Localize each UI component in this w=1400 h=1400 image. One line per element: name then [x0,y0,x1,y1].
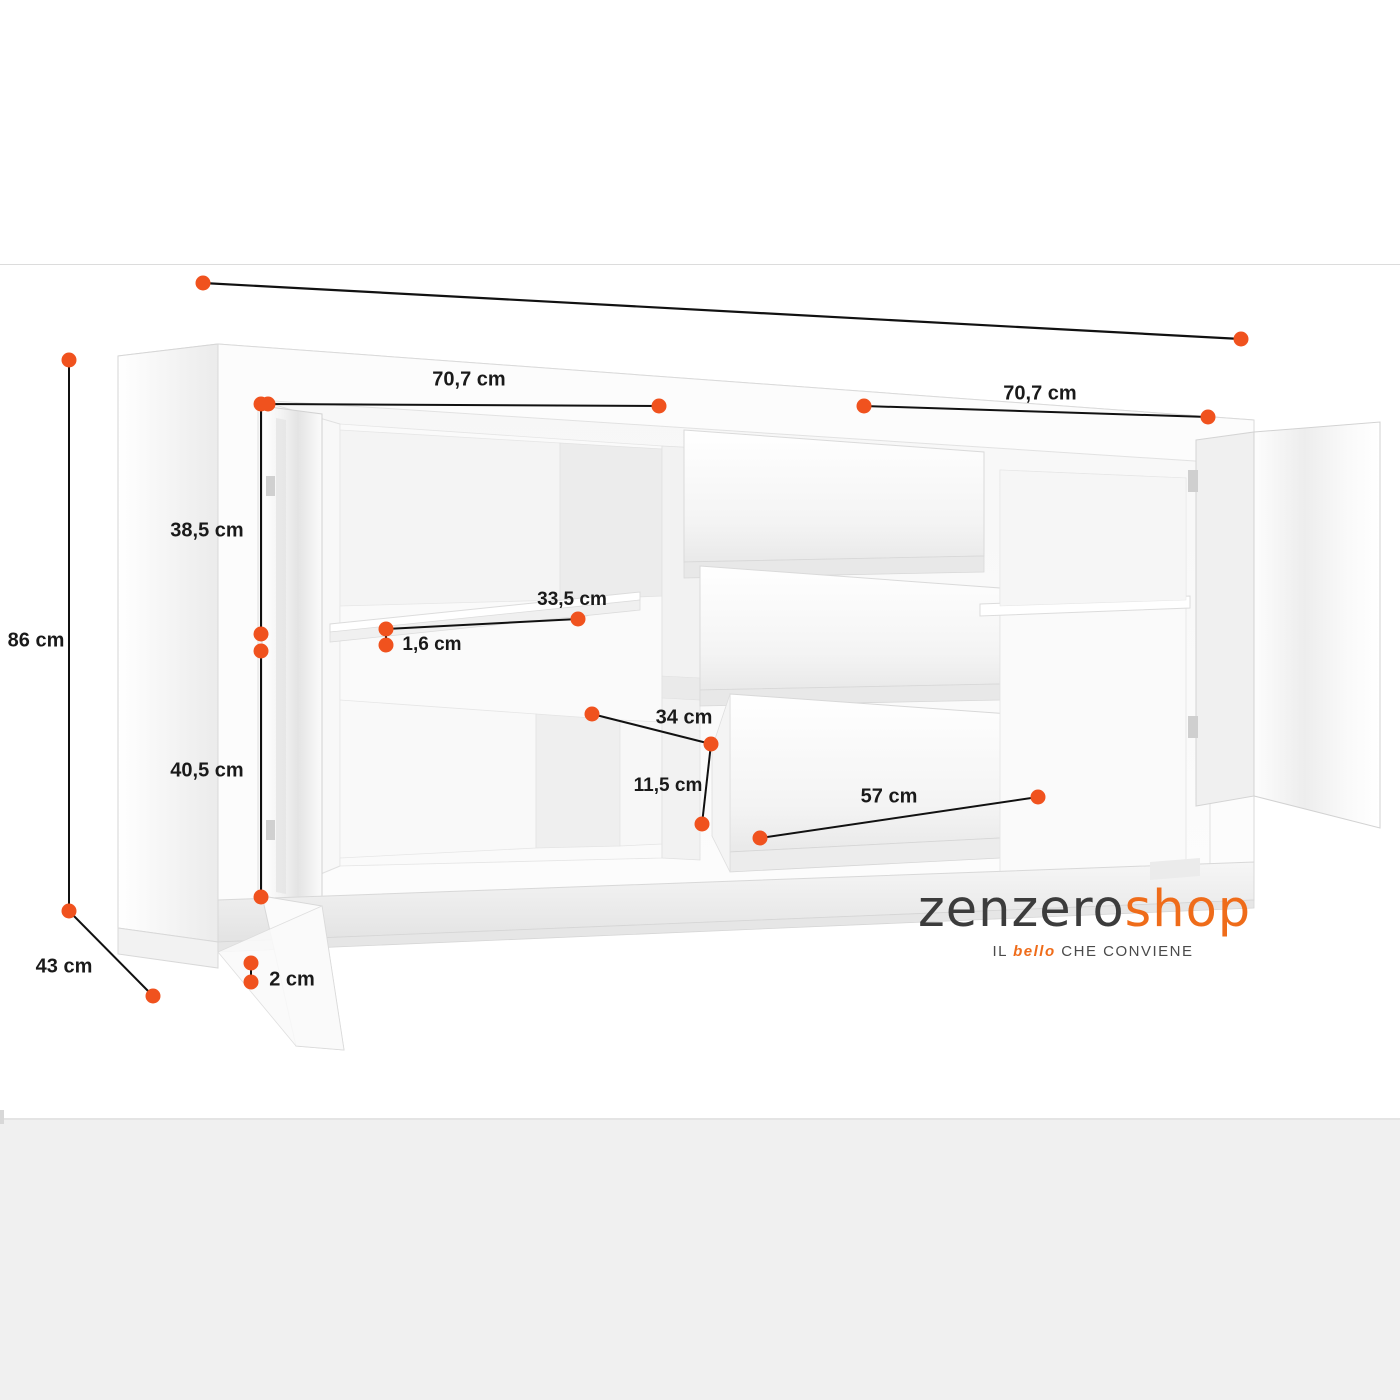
label-upper-section-height: 38,5 cm [170,519,244,542]
dot-drawer-width-end [704,737,719,752]
logo-wordmark [918,880,1268,939]
label-drawer-width: 34 cm [655,706,713,729]
label-left-compartment-width: 70,7 cm [432,368,506,391]
logo-name-secondary: shop [1124,880,1252,939]
dot-right-width-start [857,399,872,414]
logo-tagline [918,943,1268,960]
dot-lower-section-top [254,644,269,659]
dot-left-width-end [652,399,667,414]
dot-panel-thickness-top [244,956,259,971]
logo-tagline-pre: IL [992,943,1014,960]
dot-drawer-front-start [753,831,768,846]
dot-drawer-front-end [1031,790,1046,805]
label-panel-thickness: 2 cm [269,968,315,991]
dot-upper-section-bottom [254,627,269,642]
dot-panel-thickness-bottom [244,975,259,990]
dot-overall-width-start [196,276,211,291]
label-total-height: 86 cm [7,629,65,652]
logo-name-primary: zenzero [918,880,1125,939]
dot-depth-end [146,989,161,1004]
label-drawer-height: 11,5 cm [633,775,703,796]
label-shelf-depth: 33,5 cm [537,589,607,610]
label-shelf-thickness: 1,6 cm [402,634,462,655]
dot-lower-section-bottom [254,890,269,905]
dot-upper-section-top [254,397,269,412]
dot-height-top [62,353,77,368]
dot-right-width-end [1201,410,1216,425]
dot-overall-width-end [1234,332,1249,347]
dot-height-bottom [62,904,77,919]
label-total-depth: 43 cm [35,955,93,978]
dot-drawer-width-start [585,707,600,722]
dot-shelf-depth-end [571,612,586,627]
label-lower-section-height: 40,5 cm [170,759,244,782]
label-drawer-front-width: 57 cm [860,785,918,808]
dot-shelf-depth-start [379,622,394,637]
logo-tagline-post: CHE CONVIENE [1055,943,1194,960]
logo-tagline-accent: bello [1013,943,1056,960]
zenzeroshop-logo [918,880,1268,974]
dot-shelf-thickness [379,638,394,653]
dot-drawer-height-end [695,817,710,832]
label-right-compartment-width: 70,7 cm [1003,382,1077,405]
